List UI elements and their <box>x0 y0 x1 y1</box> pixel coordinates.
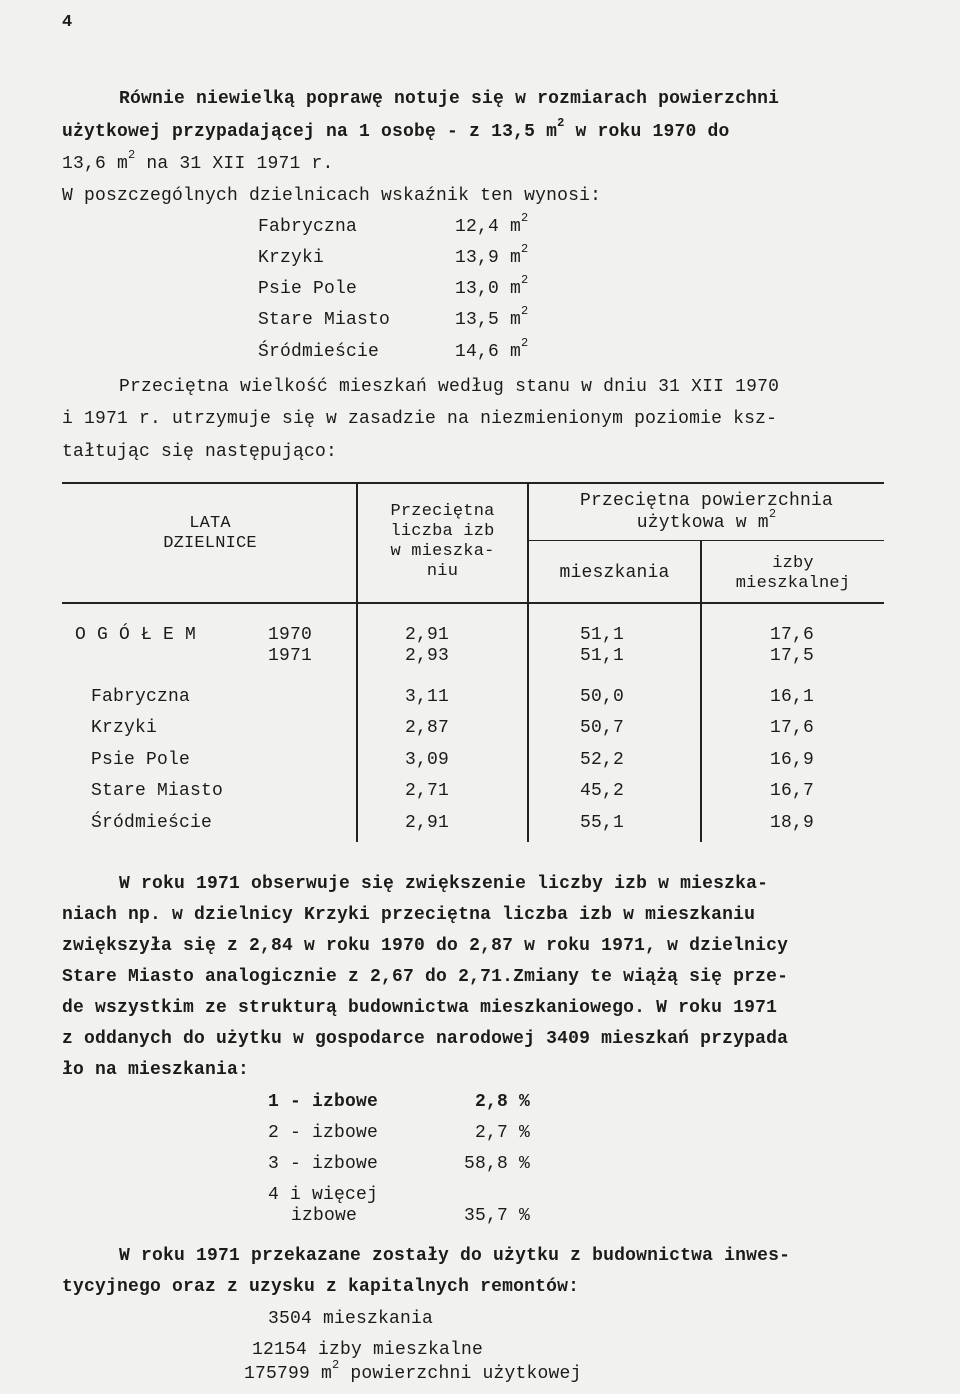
area-label: Stare Miasto <box>258 310 391 330</box>
year-cell: 1971 <box>268 646 313 666</box>
share-label: 3 - izbowe <box>268 1154 379 1174</box>
district-label: Psie Pole <box>91 750 191 770</box>
header-lata: LATA <box>189 514 231 533</box>
intro-line-4: W poszczególnych dzielnicach wskaźnik ten wynosi: <box>62 186 602 206</box>
header-rooms-2: liczba izb <box>390 522 495 541</box>
area-label: Fabryczna <box>258 217 358 237</box>
share-label-2: izbowe <box>291 1206 358 1226</box>
flat-cell: 45,2 <box>580 781 625 801</box>
page-number: 4 <box>62 13 73 32</box>
share-value: 35,7 % <box>463 1206 530 1226</box>
rooms-cell: 2,87 <box>405 718 450 738</box>
area-label: Śródmieście <box>258 342 380 362</box>
para4-line-1: W roku 1971 przekazane zostały do użytku z budownictwa inwes- <box>119 1246 791 1266</box>
flat-cell: 51,1 <box>580 646 625 666</box>
header-rooms-3: w mieszka- <box>390 542 495 561</box>
header-group-1: Przeciętna powierzchnia <box>579 491 834 511</box>
year-cell: 1970 <box>268 625 313 645</box>
area-label: Psie Pole <box>258 279 358 299</box>
header-room-1: izby <box>772 554 814 573</box>
area-value: 13,9 $m^2$ <box>455 242 529 268</box>
para3-line-3: zwiększyła się z 2,84 w roku 1970 do 2,87 w roku 1971, w dzielnicy <box>62 936 789 956</box>
header-rooms-4: niu <box>426 562 459 581</box>
rooms-cell: 2,91 <box>405 625 450 645</box>
room-cell: 17,6 <box>770 718 815 738</box>
summary-line-2: 12154 izby mieszkalne <box>252 1340 484 1360</box>
share-value: 2,8 % <box>474 1092 530 1112</box>
room-cell: 18,9 <box>770 813 815 833</box>
rooms-cell: 3,11 <box>405 687 450 707</box>
flat-cell: 52,2 <box>580 750 625 770</box>
district-label: Stare Miasto <box>91 781 224 801</box>
rooms-cell: 2,91 <box>405 813 450 833</box>
para3-line-2: niach np. w dzielnicy Krzyki przeciętna liczba izb w mieszkaniu <box>62 905 756 925</box>
para2-line-3: tałtując się następująco: <box>62 442 338 462</box>
para3-line-5: de wszystkim ze strukturą budownictwa mieszkaniowego. W roku 1971 <box>62 998 778 1018</box>
room-cell: 16,1 <box>770 687 815 707</box>
room-cell: 17,5 <box>770 646 815 666</box>
intro-line-1: Równie niewielką poprawę notuje się w rozmiarach powierzchni <box>119 89 780 109</box>
header-dzielnice: DZIELNICE <box>163 534 257 553</box>
rooms-cell: 2,93 <box>405 646 450 666</box>
table-subheader-rule <box>527 540 884 541</box>
flat-cell: 50,0 <box>580 687 625 707</box>
area-value: 12,4 $m^2$ <box>455 211 529 237</box>
summary-line-3: 175799 $m^2$ powierzchni użytkowej <box>244 1358 582 1384</box>
para3-line-1: W roku 1971 obserwuje się zwiększenie liczby izb w mieszka- <box>119 874 769 894</box>
room-cell: 17,6 <box>770 625 815 645</box>
para3-line-6: z oddanych do użytku w gospodarce narodowej 3409 mieszkań przypada <box>62 1029 789 1049</box>
room-cell: 16,9 <box>770 750 815 770</box>
share-label: 2 - izbowe <box>268 1123 379 1143</box>
flat-cell: 55,1 <box>580 813 625 833</box>
header-rooms-1: Przeciętna <box>390 502 495 521</box>
area-value: 14,6 $m^2$ <box>455 336 529 362</box>
header-group-2: użytkowa w $m^2$ <box>636 507 777 533</box>
para2-line-2: i 1971 r. utrzymuje się w zasadzie na niezmienionym poziomie ksz- <box>62 409 778 429</box>
share-value: 58,8 % <box>463 1154 530 1174</box>
intro-line-3: 13,6 $m^2$ na 31 XII 1971 r. <box>62 148 334 174</box>
flat-cell: 50,7 <box>580 718 625 738</box>
para3-line-4: Stare Miasto analogicznie z 2,67 do 2,71.Zmiany te wiążą się prze- <box>62 967 789 987</box>
share-value: 2,7 % <box>474 1123 530 1143</box>
para3-line-7: ło na mieszkania: <box>62 1060 250 1080</box>
share-label: 1 - izbowe <box>268 1092 379 1112</box>
header-flat: mieszkania <box>559 563 670 583</box>
district-label: Śródmieście <box>91 813 213 833</box>
summary-line-1: 3504 mieszkania <box>268 1309 434 1329</box>
district-label: Krzyki <box>91 718 158 738</box>
district-label: Fabryczna <box>91 687 191 707</box>
rooms-cell: 2,71 <box>405 781 450 801</box>
header-room-2: mieszkalnej <box>735 574 851 593</box>
area-value: 13,5 $m^2$ <box>455 304 529 330</box>
table-vline-2 <box>527 482 529 842</box>
room-cell: 16,7 <box>770 781 815 801</box>
share-label: 4 i więcej <box>268 1185 379 1205</box>
para2-line-1: Przeciętna wielkość mieszkań według stanu w dniu 31 XII 1970 <box>119 377 780 397</box>
total-label: O G Ó Ł E M <box>75 625 197 645</box>
table-top-rule <box>62 482 884 484</box>
flat-cell: 51,1 <box>580 625 625 645</box>
intro-line-2: użytkowej przypadającej na 1 osobę - z 13,5 $m^2$ w roku 1970 do <box>62 116 730 142</box>
rooms-cell: 3,09 <box>405 750 450 770</box>
area-label: Krzyki <box>258 248 325 268</box>
para4-line-2: tycyjnego oraz z uzysku z kapitalnych remontów: <box>62 1277 580 1297</box>
table-header-rule <box>62 602 884 604</box>
area-value: 13,0 $m^2$ <box>455 273 529 299</box>
